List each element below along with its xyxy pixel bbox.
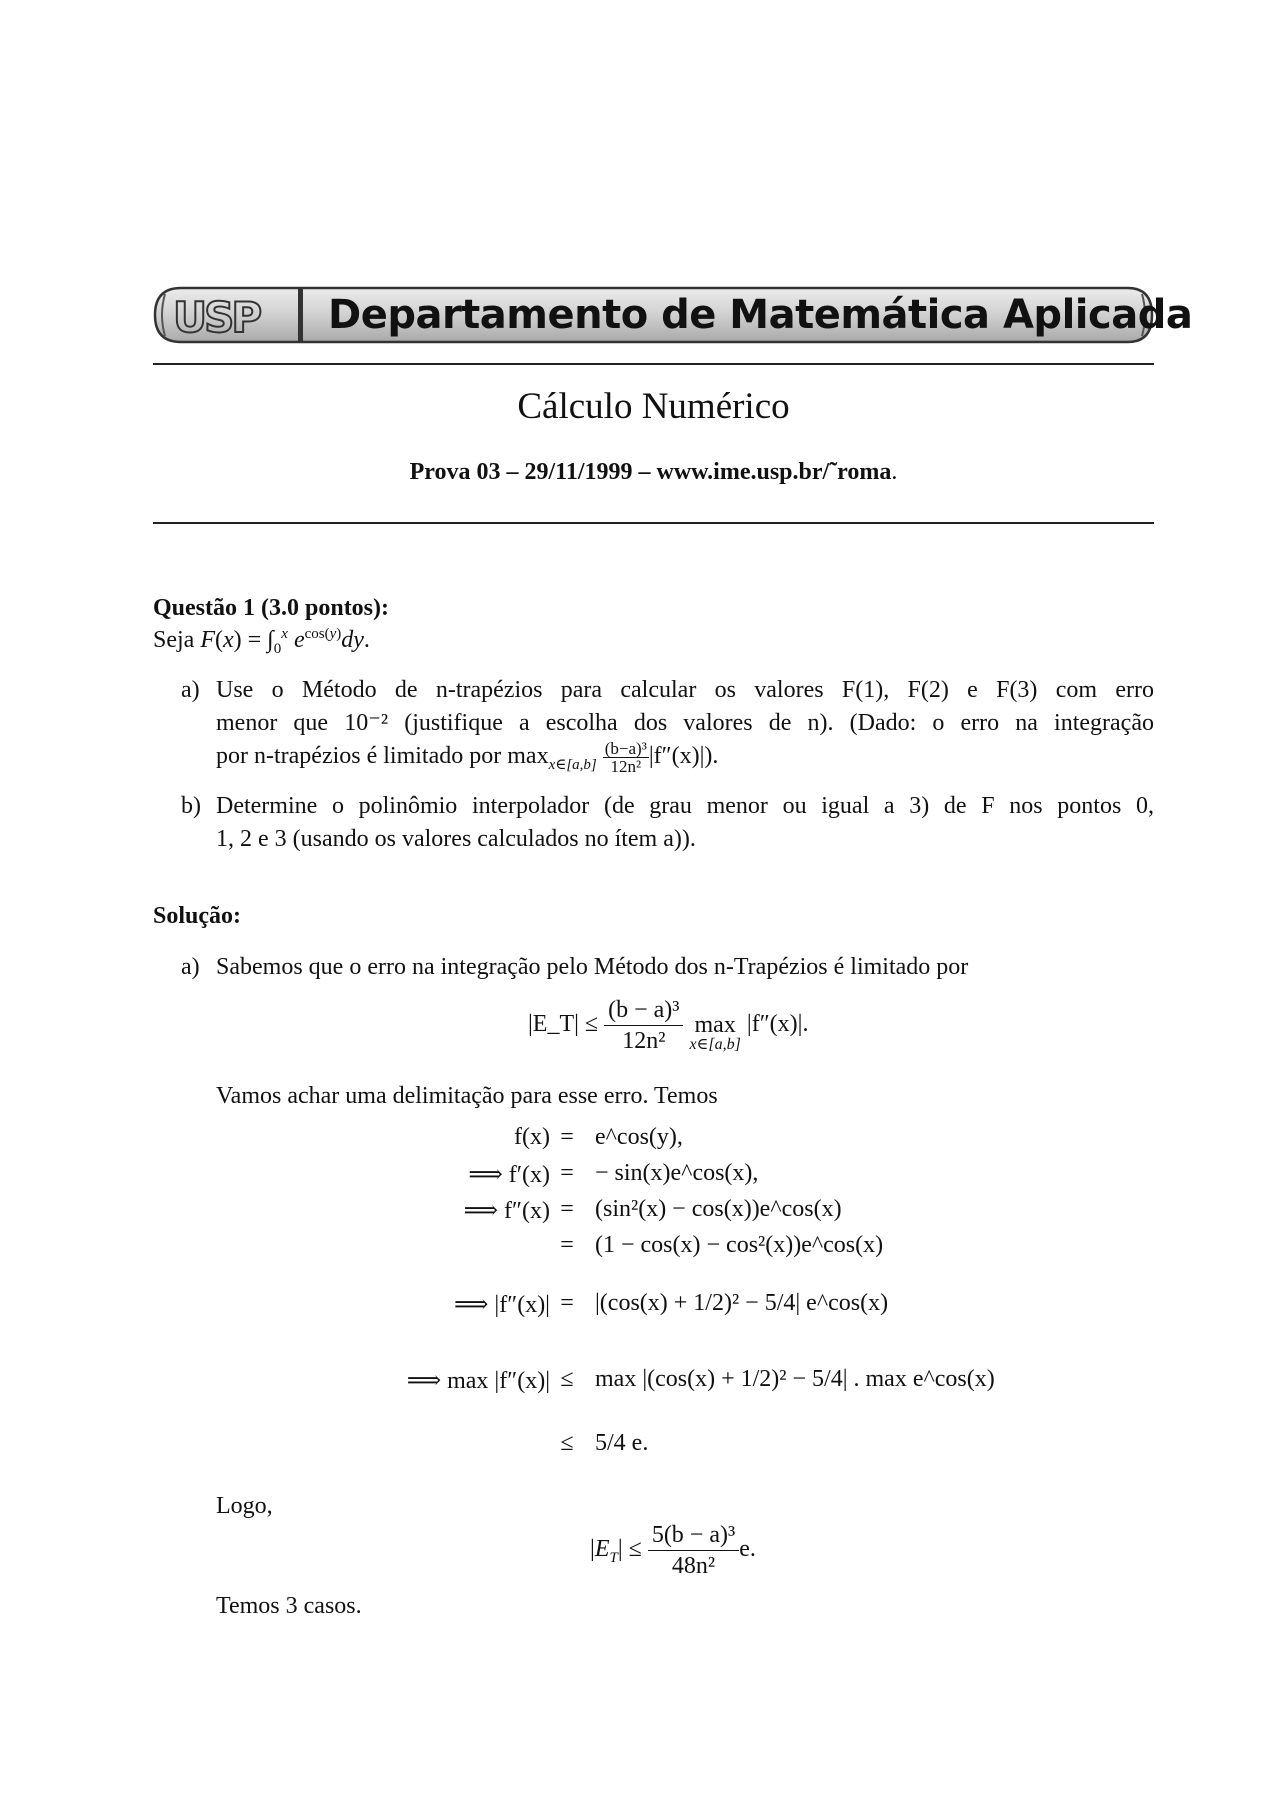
- item-a-line1: Use o Método de n-trapézios para calcular os valores F(1), F(2) e F(3) com erro: [216, 677, 1154, 703]
- item-a-line3-suffix: |f″(x)|).: [648, 743, 719, 770]
- department-banner: [153, 286, 1193, 344]
- bound-max-word: max: [694, 1012, 736, 1038]
- item-b-label: b): [181, 793, 201, 819]
- row5-lhs: ⟹ |f″(x)|: [454, 1292, 550, 1318]
- final-den: 48n²: [671, 1553, 716, 1579]
- item-a-frac-den: 12n²: [610, 757, 642, 776]
- row6-rhs: max |(cos(x) + 1/2)² − 5/4| . max e^cos(x): [595, 1366, 995, 1392]
- statement-prefix: Seja: [153, 627, 201, 653]
- bound-den: 12n²: [622, 1028, 666, 1054]
- row2-rel: =: [560, 1160, 574, 1186]
- logo-word: Logo,: [216, 1493, 273, 1519]
- item-a-max-sub: x∈[a,b]: [548, 756, 597, 773]
- derivation-row-6: [0, 1366, 1280, 1406]
- page-title: Cálculo Numérico: [517, 386, 790, 427]
- row3-lhs: ⟹ f″(x): [463, 1198, 550, 1224]
- item-a-label: a): [181, 677, 200, 703]
- banner-title: Departamento de Matemática Aplicada: [328, 292, 1193, 338]
- solution-heading: Solução:: [153, 903, 242, 929]
- item-a-line3-prefix: por n-trapézios é limitado por max: [216, 743, 549, 770]
- row6-lhs: ⟹ max |f″(x)|: [406, 1368, 550, 1394]
- question-statement: Seja $F(x) = \int_0^x$ $e^{cos(y)}dy$.: [153, 626, 370, 657]
- subtitle-period: .: [891, 459, 898, 485]
- item-a-frac-num: (b−a)³: [604, 739, 647, 758]
- bound-fraction: [604, 995, 683, 1056]
- row2-rhs: − sin(x)e^cos(x),: [595, 1160, 759, 1186]
- item-a-fraction: [603, 740, 649, 775]
- row7-rel: ≤: [560, 1430, 574, 1456]
- final-lhs: $|E_T|$ ≤: [590, 1536, 648, 1566]
- header-bottom-rule: [153, 522, 1154, 524]
- row6-rel: ≤: [560, 1366, 574, 1392]
- item-a-line2: menor que 10⁻² (justifique a escolha dos valores de n). (Dado: o erro na integração: [216, 710, 1154, 736]
- final-fraction: [648, 1520, 739, 1581]
- solution-a-label: a): [181, 954, 200, 980]
- row3-rhs: (sin²(x) − cos(x))e^cos(x): [595, 1196, 842, 1222]
- cases-text: Temos 3 casos.: [216, 1593, 362, 1619]
- derivation-row-5: [0, 1290, 1280, 1330]
- derivation-row-1: [0, 1124, 1280, 1164]
- bound-num: (b − a)³: [604, 995, 683, 1026]
- bound-max-sub: x∈[a,b]: [689, 1036, 741, 1053]
- item-b-line1: Determine o polinômio interpolador (de grau menor ou igual a 3) de F nos pontos 0,: [216, 793, 1154, 819]
- derivation-row-7: [0, 1430, 1280, 1470]
- row4-rhs: (1 − cos(x) − cos²(x))e^cos(x): [595, 1232, 884, 1258]
- item-b-line2: 1, 2 e 3 (usando os valores calculados no ítem a)).: [216, 826, 696, 852]
- derivation-row-4: [0, 1232, 1280, 1272]
- derivation-row-2: [0, 1160, 1280, 1200]
- row5-rhs: |(cos(x) + 1/2)² − 5/4| e^cos(x): [595, 1290, 889, 1316]
- row1-lhs: f(x): [514, 1124, 550, 1150]
- top-rule: [153, 363, 1154, 365]
- final-bound-formula: [590, 1520, 756, 1581]
- row5-rel: =: [560, 1290, 574, 1316]
- subtitle-text: Prova 03 – 29/11/1999 – www.ime.usp.br/˜roma: [409, 459, 892, 485]
- row3-rel: =: [560, 1196, 574, 1222]
- row4-rel: =: [560, 1232, 574, 1258]
- row1-rel: =: [560, 1124, 574, 1150]
- row7-rhs: 5/4 e.: [595, 1430, 649, 1456]
- final-num: 5(b − a)³: [648, 1520, 739, 1551]
- question-heading: Questão 1 (3.0 pontos):: [153, 595, 390, 621]
- row1-rhs: e^cos(y),: [595, 1124, 683, 1150]
- bound-max: [689, 1013, 740, 1053]
- derivation-row-3: [0, 1196, 1280, 1236]
- bound-lhs: |E_T| ≤: [528, 1011, 599, 1038]
- usp-logo: USP: [173, 293, 260, 342]
- exam-subtitle: [153, 459, 1154, 486]
- error-bound-formula: [528, 995, 808, 1056]
- bound-rhs: |f″(x)|.: [746, 1011, 809, 1038]
- row2-lhs: ⟹ f′(x): [468, 1162, 550, 1188]
- final-suffix: e.: [739, 1536, 756, 1563]
- solution-a-text: Sabemos que o erro na integração pelo Método dos n-Trapézios é limitado por: [216, 954, 969, 980]
- find-bound-text: Vamos achar uma delimitação para esse erro. Temos: [216, 1083, 718, 1109]
- item-a-line3: [216, 740, 718, 775]
